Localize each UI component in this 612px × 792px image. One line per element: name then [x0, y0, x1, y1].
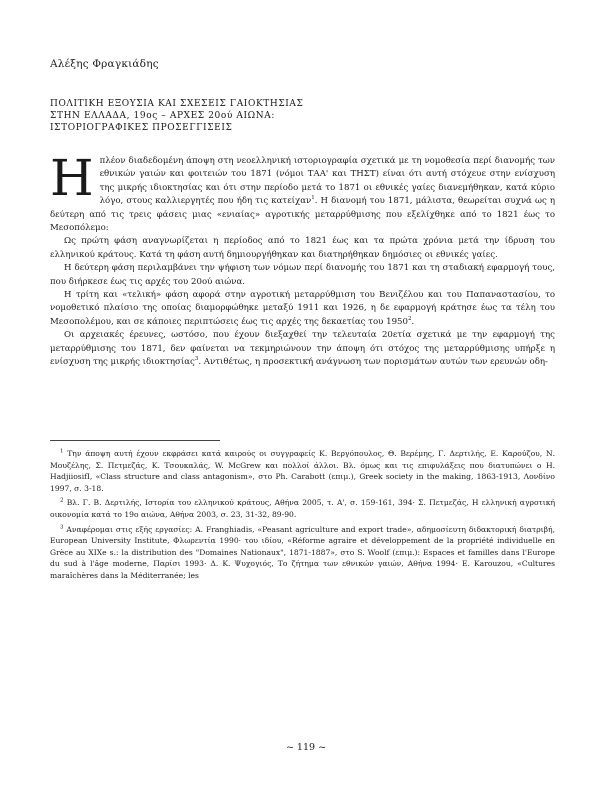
- author-name: Αλέξης Φραγκιάδης: [50, 58, 159, 70]
- title-line: ΣΤΗΝ ΕΛΛΑΔΑ, 19ος – ΑΡΧΕΣ 20ού ΑΙΩΝΑ:: [50, 111, 275, 121]
- page-number: ~ 119 ~: [285, 742, 327, 753]
- footnote-ref[interactable]: 1: [311, 195, 315, 202]
- footnote-text: Βλ. Γ. Β. Δερτιλής, Ιστορία του ελληνικού κράτους, Αθήνα 2005, τ. Α', σ. 159-161, 394· Σ. Πετμεζάς, Η ελληνική αγροτική οικονομία κατά το 19ο αιώνα, Αθήνα 2003, σ. 23, 31-32, 89-90.: [50, 498, 555, 519]
- body-text: [50, 149, 555, 370]
- paragraph-text: πλέον διαδεδομένη άποψη στη νεοελληνική ιστοριογραφία σχετικά με τη νομοθεσία περί διανομής των εθνικών γαιών και φοιτειών του 1871 (νόμοι ΤΑΑ' και ΤΗΣΤ) είναι ότι αυτή στόχευε στην ενίσχυση της μικρής ιδιοκτησίας και ότι στην περίοδο μετά το 1871 οι εθνικές γαίες διανεμήθηκαν, κατά κύριο λόγο, στους καλλιεργητές που ήδη τις κατείχαν: [99, 156, 555, 207]
- footnote-3: [50, 524, 555, 582]
- paragraph-3: Η δεύτερη φάση περιλαμβάνει την ψήφιση των νόμων περί διανομής του 1871 και τη σταδιακή εφαρμογή τους, που διήρκεσε έως τις αρχές του 20ού αιώνα.: [50, 263, 555, 287]
- footnote-text: Αναφέρομαι στις εξής εργασίες: A. Franghiadis, «Peasant agriculture and export trade», αδημοσίευτη διδακτορική διατριβή, European University Institute, Φλωρεντία 1990· του ιδίου, «Réforme agraire et développement de la propriété individuelle en Grèce au XIXe s.: la distribution des "Domaines Nationaux", 1871-1887», στο S. Woolf (επιμ.): Espaces et familles dans l'Europe du sud à l'âge moderne, Παρίσι 1993· Δ. Κ. Ψυχογιός, Το ζήτημα των εθνικών γαιών, Αθήνα 1994· Ε. Karouzou, «Cultures maraîchères dans la Méditerranée; les: [50, 524, 555, 580]
- paragraph-5: [50, 329, 555, 369]
- footnotes: [50, 448, 555, 585]
- paragraph-text: Η τρίτη και «τελική» φάση αφορά στην αγροτική μεταρρύθμιση του Βενιζέλου και του Παπαναστασίου, το νομοθετικό πλαίσιο της οποίας διαμορφώθηκε μεταξύ 1911 και 1926, η δε εφαρμογή κράτησε έως τα τέλη του Μεσοπολέμου, και σε κάποιες περιπτώσεις έως τις αρχές της δεκαετίας του 1950: [50, 290, 555, 327]
- paragraph-4: [50, 289, 555, 329]
- footnote-ref[interactable]: 2: [407, 316, 412, 323]
- drop-cap: Η: [50, 149, 94, 207]
- footnote-number: 2: [60, 497, 64, 504]
- footnote-number: 1: [60, 448, 64, 455]
- footnote-number: 3: [60, 524, 64, 531]
- footnote-1: [50, 448, 555, 494]
- footnote-separator: [50, 440, 220, 441]
- footnote-2: [50, 497, 555, 520]
- footnote-text: Την άποψη αυτή έχουν εκφράσει κατά καιρούς οι συγγραφείς Κ. Βεργόπουλος, Θ. Βερέμης, Γ. Δερτιλής, Ε. Καρούζου, Ν. Μουζέλης, Σ. Πετμεζάς, Κ. Τσουκαλάς, W. McGrew και πολλοί άλλοι. Βλ. όμως και τις επιφυλάξεις που διατυπώνει ο Η. HadjiiosifI, «Class structure and class antagonism», στο Ph. Carabott (επιμ.), Greek society in the making, 1863-1913, Λονδίνο 1997, σ. 3-18.: [50, 449, 555, 493]
- paragraph-2: Ως πρώτη φάση αναγνωρίζεται η περίοδος από το 1821 έως και τα πρώτα χρόνια μετά την ίδρυση του ελληνικού κράτους. Κατά τη φάση αυτή δημιουργήθηκαν και διατηρήθηκαν δημόσιες οι εθνικές γαίες.: [50, 236, 555, 260]
- title-line: ΠΟΛΙΤΙΚΗ ΕΞΟΥΣΙΑ ΚΑΙ ΣΧΕΣΕΙΣ ΓΑΙΟΚΤΗΣΙΑΣ: [50, 99, 304, 109]
- paragraph-text: . Η διανομή του 1871, μάλιστα, θεωρείται συχνά ως η δεύτερη από τις τρεις φάσεις μιας «ενιαίας» αγροτικής μεταρρύθμισης που εξελίχθηκε από το 1821 έως το Μεσοπόλεμο:: [50, 196, 555, 234]
- footnote-ref[interactable]: 3: [194, 356, 199, 363]
- title-line: ΙΣΤΟΡΙΟΓΡΑΦΙΚΕΣ ΠΡΟΣΕΓΓΙΣΕΙΣ: [50, 123, 233, 133]
- paragraph-text: .: [411, 316, 415, 327]
- paragraph-1: [50, 149, 555, 235]
- paragraph-text: . Αντιθέτως, η προσεκτική ανάγνωση των πορισμάτων αυτών των ερευνών οδη-: [198, 357, 548, 368]
- paragraph-text: Οι αρχειακές έρευνες, ωστόσο, που έχουν διεξαχθεί την τελευταία 20ετία σχετικά με την εφαρμογή της μεταρρύθμισης του 1871, δεν φαίνεται να τεκμηριώνουν την άποψη ότι στόχος της μεταρρύθμισης υπήρξε η ενίσχυση της μικρής ιδιοκτησίας: [50, 330, 555, 368]
- article-title: [50, 98, 470, 134]
